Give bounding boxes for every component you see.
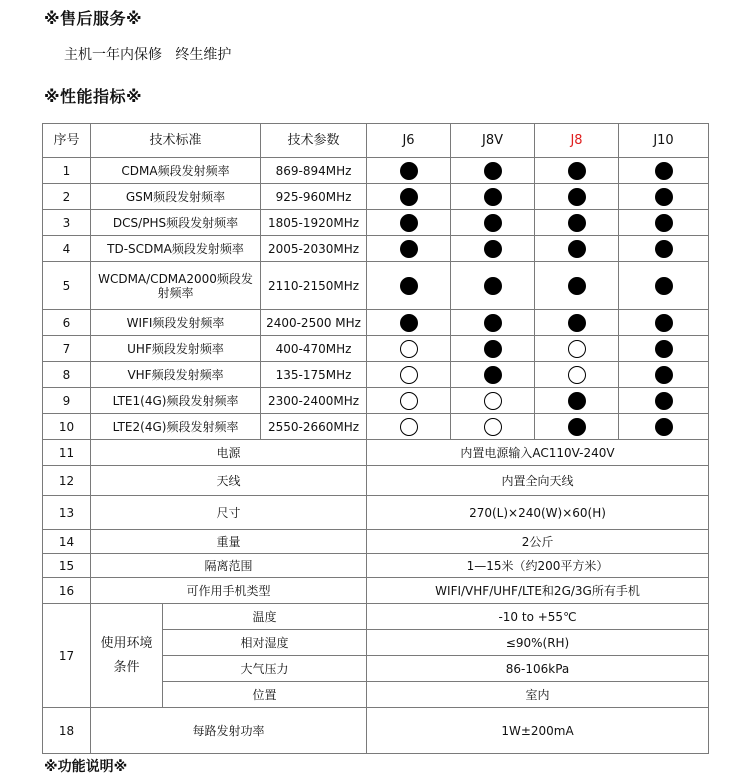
header-model-j10: J10 xyxy=(619,124,709,158)
row-value: 1—15米（约200平方米） xyxy=(367,554,709,578)
supported-dot-icon xyxy=(655,277,673,295)
spec-table xyxy=(42,123,709,754)
row-index: 14 xyxy=(43,530,91,554)
row-index: 3 xyxy=(43,210,91,236)
table-row xyxy=(43,496,709,530)
row-index: 10 xyxy=(43,414,91,440)
unsupported-circle-icon xyxy=(400,340,418,358)
row-standard: CDMA频段发射频率 xyxy=(91,158,261,184)
row-param: 2300-2400MHz xyxy=(261,388,367,414)
row-index: 16 xyxy=(43,578,91,604)
unsupported-circle-icon xyxy=(484,418,502,436)
table-row xyxy=(43,210,709,236)
supported-dot-icon xyxy=(568,188,586,206)
supported-dot-icon xyxy=(484,314,502,332)
header-standard: 技术标准 xyxy=(91,124,261,158)
support-cell xyxy=(367,210,451,236)
row-label: 天线 xyxy=(91,466,367,496)
support-cell xyxy=(619,336,709,362)
row-param: 2400-2500 MHz xyxy=(261,310,367,336)
row-index: 8 xyxy=(43,362,91,388)
support-cell xyxy=(535,184,619,210)
table-row xyxy=(43,466,709,496)
row-value: 1W±200mA xyxy=(367,708,709,754)
row-standard: TD-SCDMA频段发射频率 xyxy=(91,236,261,262)
row-label: 可作用手机类型 xyxy=(91,578,367,604)
header-model-j8: J8 xyxy=(535,124,619,158)
unsupported-circle-icon xyxy=(400,366,418,384)
environment-item-label: 位置 xyxy=(163,682,367,708)
unsupported-circle-icon xyxy=(568,340,586,358)
support-cell xyxy=(619,388,709,414)
table-row xyxy=(43,554,709,578)
support-cell xyxy=(619,210,709,236)
support-cell xyxy=(535,236,619,262)
row-label: 重量 xyxy=(91,530,367,554)
unsupported-circle-icon xyxy=(400,392,418,410)
supported-dot-icon xyxy=(484,277,502,295)
table-row xyxy=(43,604,709,630)
support-cell xyxy=(367,310,451,336)
row-label: 每路发射功率 xyxy=(91,708,367,754)
row-param: 869-894MHz xyxy=(261,158,367,184)
row-value: WIFI/VHF/UHF/LTE和2G/3G所有手机 xyxy=(367,578,709,604)
unsupported-circle-icon xyxy=(484,392,502,410)
support-cell xyxy=(451,210,535,236)
supported-dot-icon xyxy=(568,277,586,295)
row-index: 18 xyxy=(43,708,91,754)
supported-dot-icon xyxy=(655,240,673,258)
row-label: 尺寸 xyxy=(91,496,367,530)
support-cell xyxy=(451,336,535,362)
table-row xyxy=(43,708,709,754)
row-index: 1 xyxy=(43,158,91,184)
row-index: 7 xyxy=(43,336,91,362)
row-value: 2公斤 xyxy=(367,530,709,554)
row-param: 2550-2660MHz xyxy=(261,414,367,440)
performance-heading: ※性能指标※ xyxy=(44,87,143,106)
row-param: 400-470MHz xyxy=(261,336,367,362)
support-cell xyxy=(367,262,451,310)
environment-item-value: ≤90%(RH) xyxy=(367,630,709,656)
table-row xyxy=(43,440,709,466)
row-param: 2005-2030MHz xyxy=(261,236,367,262)
table-row xyxy=(43,388,709,414)
row-standard: UHF频段发射频率 xyxy=(91,336,261,362)
table-row xyxy=(43,530,709,554)
row-param: 925-960MHz xyxy=(261,184,367,210)
support-cell xyxy=(535,336,619,362)
row-index: 6 xyxy=(43,310,91,336)
support-cell xyxy=(535,262,619,310)
row-value: 内置全向天线 xyxy=(367,466,709,496)
row-standard: LTE2(4G)频段发射频率 xyxy=(91,414,261,440)
row-standard: LTE1(4G)频段发射频率 xyxy=(91,388,261,414)
support-cell xyxy=(619,310,709,336)
supported-dot-icon xyxy=(400,240,418,258)
environment-item-label: 大气压力 xyxy=(163,656,367,682)
support-cell xyxy=(451,388,535,414)
supported-dot-icon xyxy=(400,277,418,295)
row-index: 17 xyxy=(43,604,91,708)
unsupported-circle-icon xyxy=(400,418,418,436)
supported-dot-icon xyxy=(400,314,418,332)
support-cell xyxy=(367,184,451,210)
environment-item-value: -10 to +55℃ xyxy=(367,604,709,630)
support-cell xyxy=(535,388,619,414)
environment-item-label: 温度 xyxy=(163,604,367,630)
supported-dot-icon xyxy=(655,188,673,206)
row-label: 电源 xyxy=(91,440,367,466)
supported-dot-icon xyxy=(484,340,502,358)
supported-dot-icon xyxy=(484,366,502,384)
supported-dot-icon xyxy=(655,418,673,436)
row-label: 隔离范围 xyxy=(91,554,367,578)
support-cell xyxy=(535,158,619,184)
after-sales-text: 主机一年内保修 终生维护 xyxy=(64,47,232,63)
support-cell xyxy=(619,158,709,184)
support-cell xyxy=(367,236,451,262)
header-param: 技术参数 xyxy=(261,124,367,158)
support-cell xyxy=(619,236,709,262)
row-index: 15 xyxy=(43,554,91,578)
after-sales-heading: ※售后服务※ xyxy=(44,9,143,28)
supported-dot-icon xyxy=(484,188,502,206)
support-cell xyxy=(451,236,535,262)
support-cell xyxy=(619,184,709,210)
support-cell xyxy=(367,362,451,388)
support-cell xyxy=(619,414,709,440)
support-cell xyxy=(451,362,535,388)
environment-label: 使用环境条件 xyxy=(91,604,163,708)
environment-item-label: 相对湿度 xyxy=(163,630,367,656)
support-cell xyxy=(619,262,709,310)
supported-dot-icon xyxy=(568,240,586,258)
header-index: 序号 xyxy=(43,124,91,158)
table-header-row xyxy=(43,124,709,158)
row-value: 内置电源输入AC110V-240V xyxy=(367,440,709,466)
row-standard: WIFI频段发射频率 xyxy=(91,310,261,336)
row-param: 1805-1920MHz xyxy=(261,210,367,236)
row-index: 12 xyxy=(43,466,91,496)
table-row xyxy=(43,362,709,388)
table-row xyxy=(43,336,709,362)
table-row xyxy=(43,236,709,262)
supported-dot-icon xyxy=(484,162,502,180)
supported-dot-icon xyxy=(655,392,673,410)
support-cell xyxy=(451,262,535,310)
supported-dot-icon xyxy=(655,340,673,358)
supported-dot-icon xyxy=(484,240,502,258)
environment-item-value: 室内 xyxy=(367,682,709,708)
footer-heading: ※功能说明※ xyxy=(44,759,128,775)
support-cell xyxy=(451,414,535,440)
supported-dot-icon xyxy=(484,214,502,232)
header-model-j6: J6 xyxy=(367,124,451,158)
support-cell xyxy=(619,362,709,388)
header-model-j8v: J8V xyxy=(451,124,535,158)
supported-dot-icon xyxy=(568,314,586,332)
supported-dot-icon xyxy=(400,162,418,180)
support-cell xyxy=(367,158,451,184)
support-cell xyxy=(451,184,535,210)
support-cell xyxy=(451,310,535,336)
row-standard: GSM频段发射频率 xyxy=(91,184,261,210)
supported-dot-icon xyxy=(655,366,673,384)
support-cell xyxy=(535,362,619,388)
row-index: 13 xyxy=(43,496,91,530)
table-row xyxy=(43,578,709,604)
environment-item-value: 86-106kPa xyxy=(367,656,709,682)
row-index: 5 xyxy=(43,262,91,310)
row-value: 270(L)×240(W)×60(H) xyxy=(367,496,709,530)
support-cell xyxy=(367,414,451,440)
supported-dot-icon xyxy=(568,418,586,436)
table-row xyxy=(43,158,709,184)
supported-dot-icon xyxy=(568,214,586,232)
row-index: 4 xyxy=(43,236,91,262)
supported-dot-icon xyxy=(568,392,586,410)
row-standard: DCS/PHS频段发射频率 xyxy=(91,210,261,236)
support-cell xyxy=(535,210,619,236)
row-param: 2110-2150MHz xyxy=(261,262,367,310)
support-cell xyxy=(451,158,535,184)
table-row xyxy=(43,262,709,310)
supported-dot-icon xyxy=(568,162,586,180)
support-cell xyxy=(535,310,619,336)
unsupported-circle-icon xyxy=(568,366,586,384)
table-row xyxy=(43,310,709,336)
supported-dot-icon xyxy=(400,188,418,206)
row-index: 11 xyxy=(43,440,91,466)
support-cell xyxy=(535,414,619,440)
row-index: 2 xyxy=(43,184,91,210)
supported-dot-icon xyxy=(400,214,418,232)
row-standard: VHF频段发射频率 xyxy=(91,362,261,388)
row-index: 9 xyxy=(43,388,91,414)
supported-dot-icon xyxy=(655,214,673,232)
supported-dot-icon xyxy=(655,314,673,332)
support-cell xyxy=(367,336,451,362)
supported-dot-icon xyxy=(655,162,673,180)
row-param: 135-175MHz xyxy=(261,362,367,388)
row-standard: WCDMA/CDMA2000频段发射频率 xyxy=(91,262,261,310)
table-row xyxy=(43,414,709,440)
support-cell xyxy=(367,388,451,414)
table-row xyxy=(43,184,709,210)
